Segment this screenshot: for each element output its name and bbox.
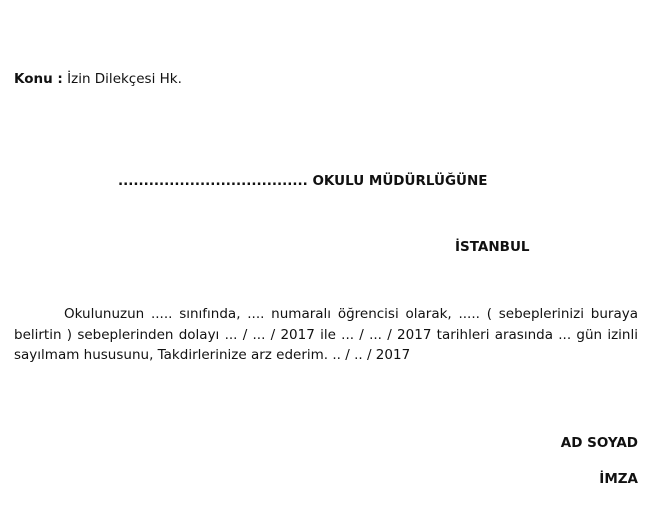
addressee-line: ..................................... OKULU MÜDÜRLÜĞÜNE [118, 173, 488, 189]
signature-imza: İMZA [599, 471, 638, 487]
body-paragraph: Okulunuzun ..... sınıfında, .... numaralı öğrencisi olarak, ..... ( sebeplerinizi buraya belirtin ) sebeplerinden dolayı ... / ... / 2017 ile ... / ... / 2017 tarihleri arasında ... gün izinli sayılmam hususunu, Takdirlerinize arz ederim. .. / .. / 2017 [14, 306, 638, 363]
signature-name: AD SOYAD [560, 435, 638, 451]
subject-line [14, 70, 182, 88]
subject-label: Konu : [14, 71, 63, 87]
city-line: İSTANBUL [455, 239, 530, 255]
subject-text: İzin Dilekçesi Hk. [67, 71, 182, 87]
